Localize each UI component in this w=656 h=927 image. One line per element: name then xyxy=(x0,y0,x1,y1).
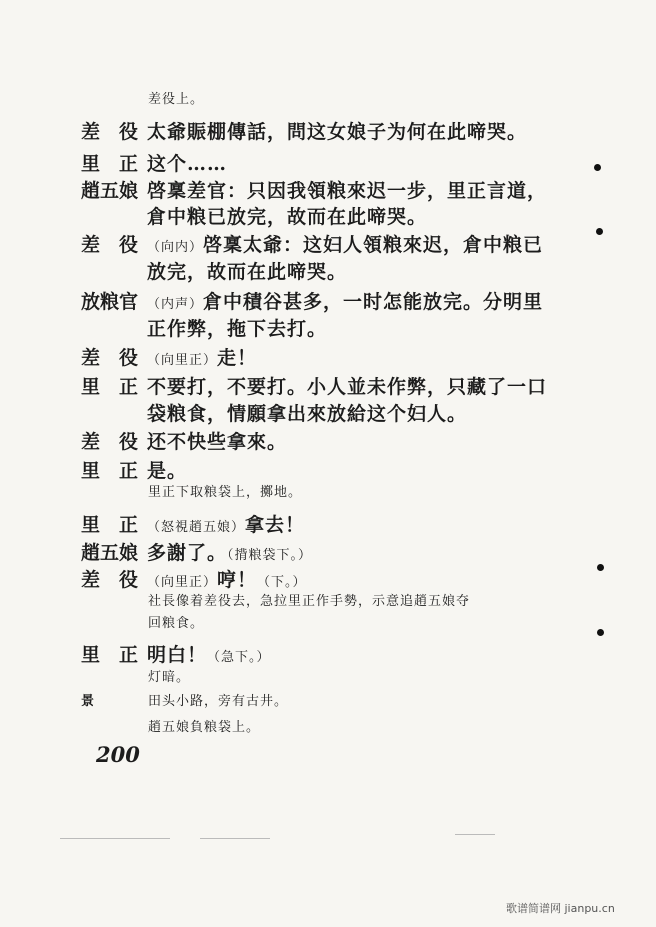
stage-direction: 社長像着差役去，急拉里正作手勢，示意追趙五娘夺 xyxy=(148,594,471,609)
speaker-name: 里 正 xyxy=(81,460,139,482)
dialogue-words: 明白！ xyxy=(147,644,208,666)
acting-direction: （向里正） xyxy=(147,575,218,590)
dialogue-text xyxy=(147,287,543,314)
speaker-name: 差 役 xyxy=(81,234,139,256)
dialogue-text xyxy=(147,230,543,257)
speaker-name: 差 役 xyxy=(81,431,139,453)
margin-dot xyxy=(597,564,604,571)
acting-direction: （下。） xyxy=(257,575,307,590)
dialogue-words: 还不快些拿來。 xyxy=(147,431,288,453)
speaker-name: 差 役 xyxy=(81,569,139,591)
dialogue-words: 不要打，不要打。小人並未作弊，只藏了一口 xyxy=(147,376,548,398)
margin-dot xyxy=(594,164,601,171)
speaker-name: 里 正 xyxy=(81,153,139,175)
dialogue-text xyxy=(147,456,187,483)
dialogue-words: 这个…… xyxy=(147,153,228,175)
stage-direction: 差役上。 xyxy=(148,92,205,107)
dialogue-words: 拿去！ xyxy=(245,514,306,536)
dialogue-text xyxy=(147,372,547,399)
dialogue-text xyxy=(147,117,527,144)
speaker-name: 里 正 xyxy=(81,514,139,536)
dialogue-text xyxy=(147,343,257,370)
scene-label: 景 xyxy=(81,694,96,709)
acting-direction: （怒視趙五娘） xyxy=(147,520,246,535)
page-number: 200 xyxy=(96,742,140,767)
stage-direction: 里正下取粮袋上，擲地。 xyxy=(148,485,303,500)
acting-direction: （揹粮袋下。） xyxy=(227,548,313,563)
dialogue-words: 倉中積谷甚多，一时怎能放完。分明里 xyxy=(203,291,544,313)
dialogue-continuation: 倉中粮已放完，故而在此啼哭。 xyxy=(147,206,428,228)
dialogue-words: 太爺賑棚傳話，問这女娘子为何在此啼哭。 xyxy=(147,121,528,143)
margin-dot xyxy=(597,629,604,636)
acting-direction: （向里正） xyxy=(147,353,218,368)
speaker-name: 差 役 xyxy=(81,121,139,143)
dialogue-words: 啓稟太爺：这妇人領粮來迟，倉中粮已 xyxy=(203,234,544,256)
dialogue-text xyxy=(147,149,227,176)
speaker-name: 放粮官 xyxy=(81,291,139,313)
dialogue-words: 啓稟差官：只因我領粮來迟一步，里正言道， xyxy=(147,180,548,202)
scan-artifact xyxy=(60,838,170,839)
dialogue-words: 是。 xyxy=(147,460,188,482)
dialogue-text xyxy=(147,176,547,203)
dialogue-words: 哼！ xyxy=(217,569,258,591)
speaker-name: 差 役 xyxy=(81,347,139,369)
acting-direction: （内声） xyxy=(147,297,204,312)
speaker-name: 趙五娘 xyxy=(81,542,139,564)
dialogue-text xyxy=(147,510,305,537)
dialogue-words: 走！ xyxy=(217,347,258,369)
dialogue-continuation: 袋粮食，情願拿出來放給这个妇人。 xyxy=(147,403,468,425)
margin-dot xyxy=(596,228,603,235)
dialogue-continuation: 放完，故而在此啼哭。 xyxy=(147,261,348,283)
scan-artifact xyxy=(200,838,270,839)
dialogue-continuation: 正作弊，拖下去打。 xyxy=(147,318,328,340)
scan-artifact xyxy=(455,834,495,835)
dialogue-text xyxy=(147,640,271,667)
stage-direction: 趙五娘負粮袋上。 xyxy=(148,720,261,735)
dialogue-text xyxy=(147,565,307,592)
speaker-name: 里 正 xyxy=(81,376,139,398)
acting-direction: （急下。） xyxy=(207,650,271,665)
acting-direction: （向内） xyxy=(147,240,204,255)
scene-description: 田头小路，旁有古井。 xyxy=(148,694,289,709)
stage-direction: 灯暗。 xyxy=(148,670,191,685)
watermark: 歌谱简谱网 jianpu.cn xyxy=(506,902,615,915)
stage-direction: 回粮食。 xyxy=(148,616,205,631)
dialogue-text xyxy=(147,427,287,454)
speaker-name: 里 正 xyxy=(81,644,139,666)
dialogue-words: 多謝了。 xyxy=(147,542,228,564)
dialogue-text xyxy=(147,538,312,565)
speaker-name: 趙五娘 xyxy=(81,180,139,202)
